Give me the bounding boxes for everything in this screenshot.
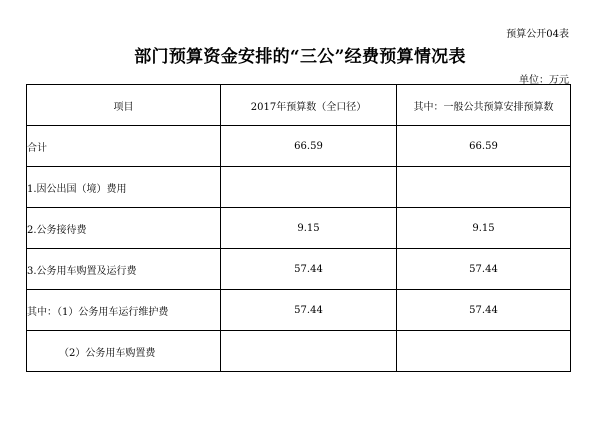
table-row-vehicle-purchase [27,331,571,372]
row-general-value: 57.44 [397,249,571,290]
table-row-reception [27,208,571,249]
row-general-value [397,167,571,208]
row-general-value [397,331,571,372]
row-budget-value [221,331,397,372]
row-general-value: 57.44 [397,290,571,331]
row-budget-value: 66.59 [221,126,397,167]
row-label: （2）公务用车购置费 [27,331,221,372]
unit-label: 单位：万元 [519,75,569,86]
table-row-overseas [27,167,571,208]
row-general-value: 9.15 [397,208,571,249]
row-budget-value: 57.44 [221,290,397,331]
row-budget-value: 9.15 [221,208,397,249]
header-item: 项目 [27,85,221,126]
header-budget-2017: 2017年预算数（全口径） [221,85,397,126]
row-label: 3.公务用车购置及运行费 [27,249,221,290]
row-budget-value: 57.44 [221,249,397,290]
row-label: 其中：（1）公务用车运行维护费 [27,290,221,331]
form-number: 预算公开04表 [506,29,569,40]
row-label: 1.因公出国（境）费用 [27,167,221,208]
table-row-vehicle [27,249,571,290]
budget-table [26,84,571,372]
row-label: 合计 [27,126,221,167]
table-header-row [27,85,571,126]
header-general-budget: 其中：一般公共预算安排预算数 [397,85,571,126]
row-label: 2.公务接待费 [27,208,221,249]
row-budget-value [221,167,397,208]
page-title: 部门预算资金安排的“三公”经费预算情况表 [134,47,466,67]
row-general-value: 66.59 [397,126,571,167]
table-row-total [27,126,571,167]
table-row-vehicle-operation [27,290,571,331]
